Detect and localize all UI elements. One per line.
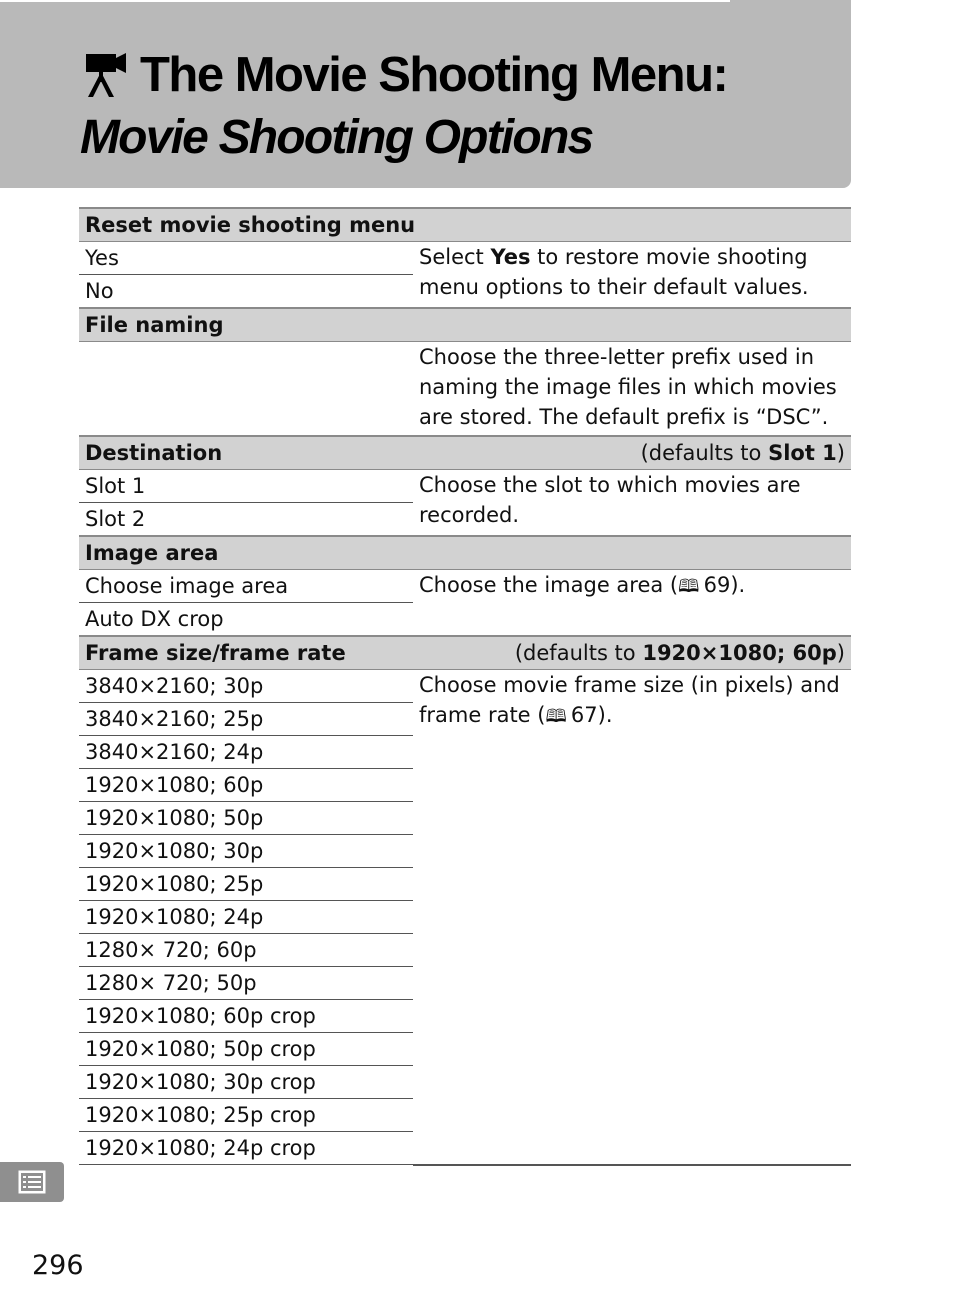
- frame-option: 1920×1080; 24p: [79, 901, 413, 934]
- options-table: [79, 207, 851, 1166]
- frame-option: 1920×1080; 60p: [79, 769, 413, 802]
- option-row: [79, 470, 851, 503]
- option-description: Choose the slot to which movies are recorded.: [413, 470, 851, 537]
- frame-option: 1280× 720; 50p: [79, 967, 413, 1000]
- option-row: [79, 242, 851, 275]
- page-reference: 69: [703, 573, 731, 597]
- title-line-1: The Movie Shooting Menu:: [140, 48, 728, 102]
- option-row: [79, 342, 851, 437]
- frame-option: 1920×1080; 60p crop: [79, 1000, 413, 1033]
- frame-option: 1280× 720; 60p: [79, 934, 413, 967]
- option-description: Choose the image area (🕮 69).: [419, 573, 746, 597]
- bold-term: Yes: [490, 245, 531, 269]
- option-no: No: [79, 275, 413, 309]
- option-yes: Yes: [79, 242, 413, 275]
- empty-option-cell: [79, 342, 413, 437]
- page-number: 296: [32, 1250, 84, 1281]
- section-header-file-naming: [79, 308, 851, 342]
- menu-section-tab: [0, 1162, 64, 1202]
- frame-option: 1920×1080; 25p: [79, 868, 413, 901]
- page-subtitle: Movie Shooting Options: [80, 111, 593, 164]
- default-note: (defaults to Slot 1): [413, 436, 851, 470]
- option-choose-image-area: Choose image area: [79, 570, 413, 603]
- page-title: [80, 40, 727, 110]
- option-description: Choose movie frame size (in pixels) and frame rate (🕮 67).: [413, 670, 851, 1165]
- frame-option: 1920×1080; 30p crop: [79, 1066, 413, 1099]
- movie-camera-icon: [80, 50, 130, 100]
- banner-top-line: [0, 0, 730, 2]
- option-description: Choose the three-letter prefix used in naming the image files in which movies are stored. The default prefix is “DSC”.: [413, 342, 851, 437]
- frame-option: 1920×1080; 50p crop: [79, 1033, 413, 1066]
- frame-option: 3840×2160; 25p: [79, 703, 413, 736]
- frame-option: 1920×1080; 50p: [79, 802, 413, 835]
- chapter-banner: [0, 0, 851, 188]
- option-row: [79, 570, 851, 603]
- default-note: (defaults to 1920×1080; 60p): [413, 636, 851, 670]
- book-reference-icon: 🕮: [678, 576, 700, 597]
- menu-list-icon: [17, 1169, 47, 1195]
- option-description: Select Yes to restore movie shooting menu options to their default values.: [413, 242, 851, 309]
- section-heading: Reset movie shooting menu: [79, 208, 851, 242]
- section-heading: File naming: [79, 308, 851, 342]
- section-header-destination: [79, 436, 851, 470]
- frame-option: 1920×1080; 30p: [79, 835, 413, 868]
- frame-option: 1920×1080; 25p crop: [79, 1099, 413, 1132]
- option-auto-dx-crop: Auto DX crop: [79, 603, 413, 637]
- option-slot-2: Slot 2: [79, 503, 413, 537]
- section-heading: Frame size/frame rate: [79, 636, 413, 670]
- section-header-frame-size: [79, 636, 851, 670]
- page-reference: 67: [570, 703, 598, 727]
- frame-option: 1920×1080; 24p crop: [79, 1132, 413, 1165]
- option-slot-1: Slot 1: [79, 470, 413, 503]
- section-heading: Image area: [79, 536, 851, 570]
- section-header-reset: [79, 208, 851, 242]
- option-row: [79, 670, 851, 703]
- book-reference-icon: 🕮: [545, 706, 567, 727]
- section-heading: Destination: [79, 436, 413, 470]
- frame-option: 3840×2160; 30p: [79, 670, 413, 703]
- frame-option: 3840×2160; 24p: [79, 736, 413, 769]
- section-header-image-area: [79, 536, 851, 570]
